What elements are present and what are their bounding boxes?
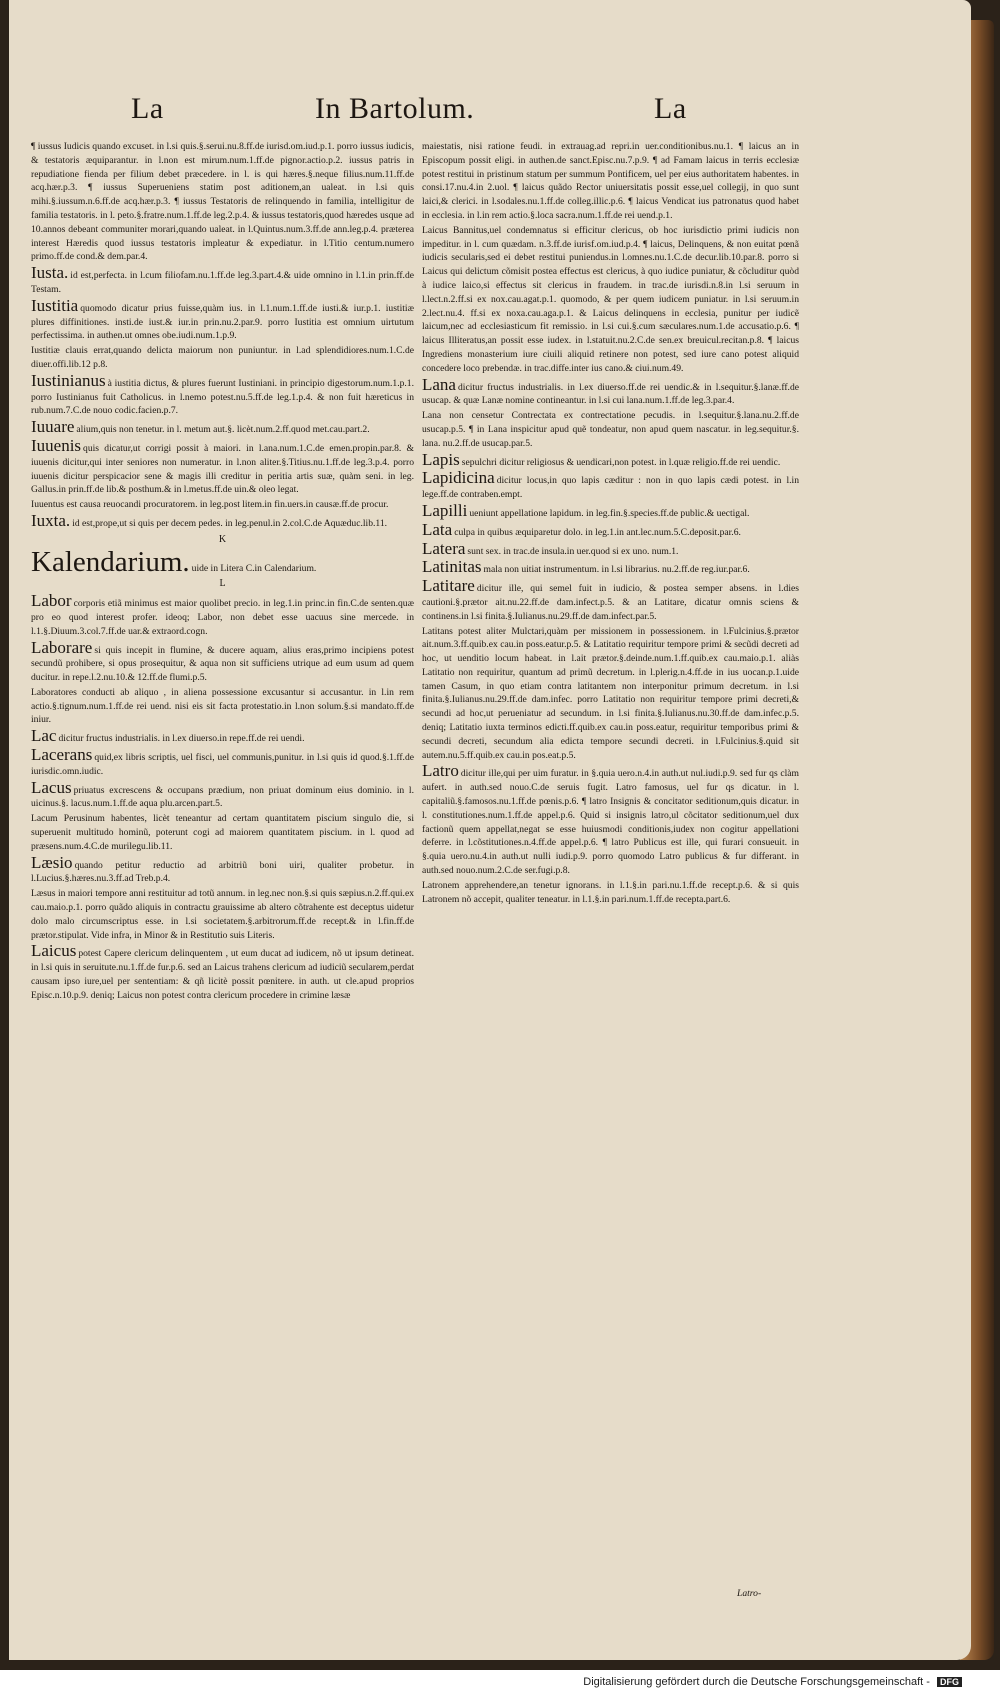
entry xyxy=(31,637,414,685)
entry-text: culpa in quibus æquiparetur dolo. in leg.1.in ant.lec.num.5.C.deposit.par.6. xyxy=(454,526,741,538)
entry-text: id est,prope,ut si quis per decem pedes. in leg.penul.in 2.col.C.de Aquæduc.lib.11. xyxy=(72,517,388,529)
entry-text: Latronem apprehendere,an tenetur ignorans. in l.1.§.in pari.nu.1.ff.de recept.p.6. & si quis Latronem nõ accepit, qualiter teneatur. in l.1.§.in pari.num.1.ff.de recepta.part.6. xyxy=(422,879,799,905)
entry xyxy=(31,370,414,418)
entry-lemma: Iuuare xyxy=(31,417,75,437)
entry-text: corporis etiã minimus est maior quolibet precio. in leg.1.in princ.in fin.C.de senten.quæ pro eo quod interest profer. ideoq; Labor, non debet esse uacuus sine mercede. in l.1.§.Diuum.3.col.7.ff.de uar.& extraord.cogn. xyxy=(31,598,414,637)
footer-text: Digitalisierung gefördert durch die Deutsche Forschungsgemeinschaft - xyxy=(583,1676,930,1688)
entry-text: sunt sex. in trac.de insula.in uer.quod si ex uno. num.1. xyxy=(467,545,679,557)
entry xyxy=(422,470,799,502)
entry-lemma: Iuuenis xyxy=(31,435,82,455)
entry-lemma: Iuxta. xyxy=(31,510,71,530)
entry-text: si quis incepit in flumine, & ducere aquam, alius eras,primo incipiens potest secundũ prohibere, si opus prosequitur, & aqua non sit sufficiens utrique ad eum usum ad quem ducitur. in repe.l.2.nu.10.& 12.ff.de flumi.p.5. xyxy=(31,644,414,684)
entry xyxy=(31,295,414,343)
entry-text: dicitur ille,qui per uim furatur. in §.quia uero.n.4.in auth.ut nul.iudi.p.9. sed fur qs clàm aufert. in auth.sed nouo.C.de seruis fugit. Latro famosus, uel fur qs dicatur. in l. capitaliũ.§.famosos.nu.1.ff.de pœnis.p.6. ¶ latro Insignis & concitator seditionum,quis dicatur. in l. constitutiones.num.1.ff.de appel.p.6. Quid si insignis latro,ul cõcitator seditionum,uel dux factionũ quem appellat,negat se esse huiusmodi conditionis,iudex non cogitur appellationi deferre. in l.cõstitutiones.n.4.ff.de appel.p.6. ¶ latro Publicus est ille, qui furari consueuit. in §.quia uero.nu.4.in auth.ut nulli iudi.p.9. porro quomodo Latro publicus & fur differant. in auth.sed nouo.num.2.C.de ser.fugi.p.8. xyxy=(422,768,799,877)
running-head-left: La xyxy=(131,92,164,125)
entry-text: Iustitiæ clauis errat,quando delicta maiorum non puniuntur. in l.ad splendidiores.num.1.C.de diuer.offi.lib.12 p.8. xyxy=(31,345,414,370)
entry xyxy=(422,374,799,409)
entry-lemma: Lapilli xyxy=(422,500,468,520)
entry-text: Laicus Bannitus,uel condemnatus si efficitur clericus, ob hoc iurisdictio primi iudicis non impeditur. in l. cum quædam. n.3.ff.de iurisf.om.iud.p.4. ¶ laicus, Delinquens, & non euitat pœnã iudicis secularis,sed ei debet restitui puniendus.in l.omnes.nu.1.C.de decur.lib.10.par.8. porro si Laicus qui delictum cõmisit postea effectus est clericus, à quo iudice puniatur, & cõcluditur quòd à iudice laico,si effectus sit clericus in fraudem. in trac.de iurisdi.n.8.in l.si seruum in l.lect.n.2.ff.si ex nox.cau.agat.p.1. quomodo, & per quem iudicem puniatur. in l.si seruum.in 2.lect.nu.4. ff.si ex noxa.cau.aga.p.1. & Laicus delinquens in ecclesia, punitur per iudicẽ laicum,nec ad ecclesiasticum fit remissio. in l.si cui.§.cum sæculares.num.1.de accusatio.p.6. ¶ laicus Illiteratus,an possit esse iudex. in l.statuit.nu.2.C.de sen.ex breuicul.recitan.p.8. ¶ laicus Ingrediens monasterium iure ciuili aliquid retinere non potest, sed iure cano potest aliquid concedere loco prebendæ. in trac.diffe.inter ius cano.& ciui.num.49. xyxy=(422,224,799,374)
entry-text: Lana non censetur Contrectata ex contrectatione pecudis. in l.sequitur.§.lana.nu.2.ff.de usucap.p.5. ¶ in Lana inspicitur apud quẽ tondeatur, non apud quem nascatur. in leg.sequitur.§. lana. nu.2.ff.de usucap.par.5. xyxy=(422,410,799,449)
entry-lemma: Latitare xyxy=(422,576,475,596)
entry xyxy=(31,344,414,372)
entry-text: dicitur fructus industrialis. in l.ex diuerso.in repe.ff.de rei uendi. xyxy=(58,733,305,745)
entry xyxy=(31,812,414,853)
entry-lemma: Latera xyxy=(422,538,466,558)
entry xyxy=(31,510,414,531)
left-column xyxy=(31,140,414,1610)
entry-text: maiestatis, nisi ratione feudi. in extrauag.ad repri.in uer.conditionibus.nu.1. ¶ laicus an in Episcopum possit eligi. in authen.de sanct.Episc.nu.7.p.9. ¶ ad Famam laicus in terris ecclesiæ potest restitui in pristinum statum per summum Pontificem, uel per eius authoritatem habentes. in consi.17.nu.4.in 2.uol. ¶ laicus quãdo Rector uniuersitatis possit esse,uel collegij, in quo sunt laici,& clerici. in l.sodales.nu.1.ff.de colleg.illic.p.6. ¶ laicus Vendicat ius patronatus quod habet in ecclesia. in l.in rem actio.§.loca sacra.num.1.ff.de rei uend.p.1. xyxy=(422,141,799,221)
entry-lemma: Iusta. xyxy=(31,263,69,283)
entry-lemma: Lacus xyxy=(31,777,72,797)
entry xyxy=(422,559,799,577)
entry xyxy=(422,879,799,907)
running-head-title: In Bartolum. xyxy=(315,92,475,125)
entry xyxy=(31,593,414,638)
entry xyxy=(31,747,414,779)
entry xyxy=(422,763,799,877)
entry xyxy=(422,409,799,450)
entry xyxy=(422,625,799,763)
section-letter: L xyxy=(219,578,226,590)
entry-text: sepulchri dicitur religiosus & uendicari,non potest. in l.quæ religio.ff.de rei uendic. xyxy=(461,456,781,468)
entry xyxy=(31,419,414,437)
entry-text: id est,perfecta. in l.cum filiofam.nu.1.ff.de leg.3.part.4.& uide omnino in l.1.in prin.ff.de Testam. xyxy=(31,270,414,295)
entry xyxy=(31,545,414,578)
entry xyxy=(422,224,799,376)
entry xyxy=(31,728,414,746)
entry-lemma: Lata xyxy=(422,519,453,539)
entry-text: quando petitur reductio ad arbitriũ boni uiri, qualiter probetur. in l.Lucius.§.hæres.nu.3.ff.ad Treb.p.4. xyxy=(31,859,414,885)
dfg-logo: DFG xyxy=(937,1677,962,1687)
entry xyxy=(31,140,414,264)
entry-text: quis dicatur,ut corrigi possit à maiori. in l.ana.num.1.C.de emen.propin.par.8. & iuuenis dicitur,qui inter seniores non numeratur. in l.non aliter.§.Titius.nu.1.ff.de leg.3.p.4. porro iuuenis dicitur perspicacior sene & magis illi creditur in peritia artis suæ, quàm seni. in leg. Gallus.in prin.ff.de lib.& posthum.& in l.metus.ff.de uin.& oleo legat. xyxy=(31,442,414,496)
entry-lemma: Laborare xyxy=(31,637,93,657)
entry-text: dicitur locus,in quo lapis cæditur : non in quo lapis cædi potest. in l.in lege.ff.de contraben.empt. xyxy=(422,475,799,501)
catchword: Latro- xyxy=(737,1588,762,1599)
entry xyxy=(422,538,799,559)
entry xyxy=(31,777,414,812)
entry xyxy=(422,500,799,521)
entry-lemma: Iustinianus xyxy=(31,370,106,390)
entry xyxy=(422,519,799,540)
entry-lemma: Kalendarium. xyxy=(31,545,190,578)
book-page xyxy=(9,0,971,1660)
entry-lemma: Lac xyxy=(31,726,57,746)
entry-text: dicitur ille, qui semel fuit in iudicio, & postea semper absens. in l.dies cautioni.§.prætor ait.nu.22.ff.de dam.infect.p.5. & an Latitare, dicatur omnis sciens & continens.in l.si finita.§.Iulianus.nu.29.ff.de dam.infect.par.5. xyxy=(422,583,799,622)
entry-text: Læsus in maiori tempore anni restituitur ad totũ annum. in leg.nec non.§.si quis sæpius.n.2.ff.qui.ex cau.maio.p.1. porro quãdo aliquis in contractu grauissime ab altero cõtrahente est deceptus uidetur dolo malo circumscriptus esse. in l.si societatem.§.arbitrorum.ff.de recept.& in l.fin.ff.de prætor.stipulat. Vide infra, in Minor & in Restitutio suis Literis. xyxy=(31,888,414,941)
entry-text: Latitans potest aliter Mulctari,quàm per missionem in possessionem. in l.Fulcinius.§.prætor ait.num.3.ff.quib.ex cau.in poss.eatur.p.5. & Latitatio requiritur tempore primi & secũdi decreti ad hoc, ut uenditio locum habeat. in l.ait prætor.§.deinde.num.1.ff.quib.ex cau.maio.p.1. aliàs Latitatio non requiritur, quantum ad primũ decretum. in l.plerig.n.4.ff.de in ius uocan.p.1.uide tamen Casum, in quo etiam contra latitantem non interponitur primum decretum. in l.si finita.§.Iulianus.nu.29.ff.de dam.infec. porro Latitatio non requiritur tempore primi decreti,& secundi ad hoc,ut perueniatur ad secundum. in l.si finita.§.Iulianus.nu.30.ff.de dam.infec.p.5. deniq; Latitatio iuxta terminos edicti.ff.quib.ex cau.in poss.eatur, requiritur temporibus primi & secundi decreti, secundum alia edicta tempore secundi decreti. in l.Fulcinius.§.quid sit autem.nu.5.ff.quib.ex cau.in pos.eat.p.5. xyxy=(422,625,799,761)
entry-lemma: Laicus xyxy=(31,941,77,961)
entry-text: quid,ex libris scriptis, uel fisci, uel communis,punitur. in l.si quis id quod.§.1.ff.de iurisdic.omn.iudic. xyxy=(31,752,414,777)
entry xyxy=(31,435,414,497)
entry-text: ueniunt appellatione lapidum. in leg.fin.§.species.ff.de public.& uectigal. xyxy=(469,507,750,519)
entry xyxy=(31,943,414,1002)
entry-text: à iustitia dictus, & plures fuerunt Iustiniani. in principio digestorum.num.1.p.1. porro Iustinianus fuit Catholicus. in l.nemo potest.nu.5.ff.de leg.1.p.4. & non fuit hæreticus in rub.num.7.C.de nouo codic.facien.p.7. xyxy=(31,377,414,417)
section-letter: K xyxy=(218,533,227,545)
entry xyxy=(422,449,799,470)
entry xyxy=(31,887,414,942)
entry xyxy=(31,498,414,512)
footer-credit xyxy=(583,1676,962,1688)
entry-text: alium,quis non tenetur. in l. metum aut.§. licèt.num.2.ff.quod met.cau.part.2. xyxy=(76,424,370,436)
entry xyxy=(422,140,799,223)
entry-text: potest Capere clericum delinquentem , ut eum ducat ad iudicem, nõ ut ipsum detineat. in l.si quis in seruitute.nu.1.ff.de fur.p.6. sed an Laicus trahens clericum ad iudiciũ secularem,perdat causam ipso iure,uel per sententiam: & qñ licitè possit pœnitere. in auth. ut cle.apud proprios Episc.n.10.p.9. deniq; Laicus non potest contra clericum procedere in crimine læsæ xyxy=(31,948,414,1001)
entry-text: Iuuentus est causa reuocandi procuratorem. in leg.post litem.in fin.uers.in causæ.ff.de procur. xyxy=(31,499,389,511)
entry-lemma: Labor xyxy=(31,591,72,611)
entry-text: quomodo dicatur prius fuisse,quàm ius. in l.1.num.1.ff.de iusti.& iur.p.1. iustitiæ plures diffinitiones. insti.de iust.& iur.in prin.nu.2.par.9. porro Iustitia est omnium uirtutum perfectissima. in authen.ut omnes obe.iudi.num.1.p.9. xyxy=(31,302,414,342)
entry-text: uide in Litera C.in Calendarium. xyxy=(191,562,317,574)
entry-text: Lacum Perusinum habentes, licèt teneantur ad certam quantitatem piscium singulo die, si superuenit multitudo hominũ, poterunt cogi ad maiorem quantitatem piscium. in l. quod ad præsens.num.4.C.de murilegu.lib.11. xyxy=(31,813,414,852)
entry-text: ¶ iussus Iudicis quando excuset. in l.si quis.§.serui.nu.8.ff.de iurisd.om.iud.p.1. porro iussus iudicis, & testatoris æquiparantur. in l.non est mirum.num.1.ff.de pignor.actio.p.2. iussus patris in repudiatione fienda per filium debet præcedere. in l. is qui hæres.§.neque filius.num.11.ff.de acq.hær.p.3. ¶ iussus Superueniens statim post aditionem,an ualeat. in l.si quis mihi.§.iussum.n.6.ff.de acq.hær.p.3. ¶ iussus Testatoris de relinquendo in familia, intelligitur de familia testatoris. in l. peto.§.fratre.num.1.ff.de leg.2.p.4. & iussus testatoris,quod hæredes usque ad 10.annos debeant communiter morari,quando ualeat. in l.Quintus.num.3.ff.de ann.leg.p.4. præterea interest Hæredis quod iussus testatoris impleatur & expediatur. in l.Titio centum.numero primo.ff.de cond.& dem.par.4. xyxy=(31,141,414,263)
entry xyxy=(422,578,799,623)
entry-lemma: Lana xyxy=(422,374,456,394)
entry-lemma: Lapis xyxy=(422,449,460,469)
entry xyxy=(31,265,414,297)
entry-lemma: Læsio xyxy=(31,852,73,872)
entry-lemma: Latinitas xyxy=(422,557,482,577)
entry-text: Laboratores conducti ab aliquo , in aliena possessione excusantur si accusantur. in l.in rem actio.§.tignum.num.1.ff.de rei uend. nisi eis sit facta protestatio.in l.non solum.§.si mandato.ff.de iniur. xyxy=(31,686,414,726)
entry-lemma: Lapidicina xyxy=(422,468,495,488)
entry xyxy=(31,852,414,887)
entry-lemma: Latro xyxy=(422,761,459,781)
entry-text: mala non uitiat instrumentum. in l.si librarius. nu.2.ff.de reg.iur.par.6. xyxy=(483,564,750,576)
running-head-right: La xyxy=(654,92,687,125)
entry-text: priuatus excrescens & occupans prædium, non priuat dominum eius dominio. in l. uicinus.§. lacus.num.1.ff.de aqua plu.arcen.part.5. xyxy=(31,784,414,810)
entry xyxy=(31,686,414,727)
entry-text: dicitur fructus industrialis. in l.ex diuerso.ff.de rei uendic.& in l.sequitur.§.lanæ.ff.de usucap. & quæ Lanæ nomine contineantur. in l.si cui lana.num.1.ff.de leg.3.par.4. xyxy=(422,381,799,407)
entry-lemma: Iustitia xyxy=(31,295,79,315)
entry-lemma: Lacerans xyxy=(31,745,93,765)
right-column xyxy=(422,140,799,1620)
